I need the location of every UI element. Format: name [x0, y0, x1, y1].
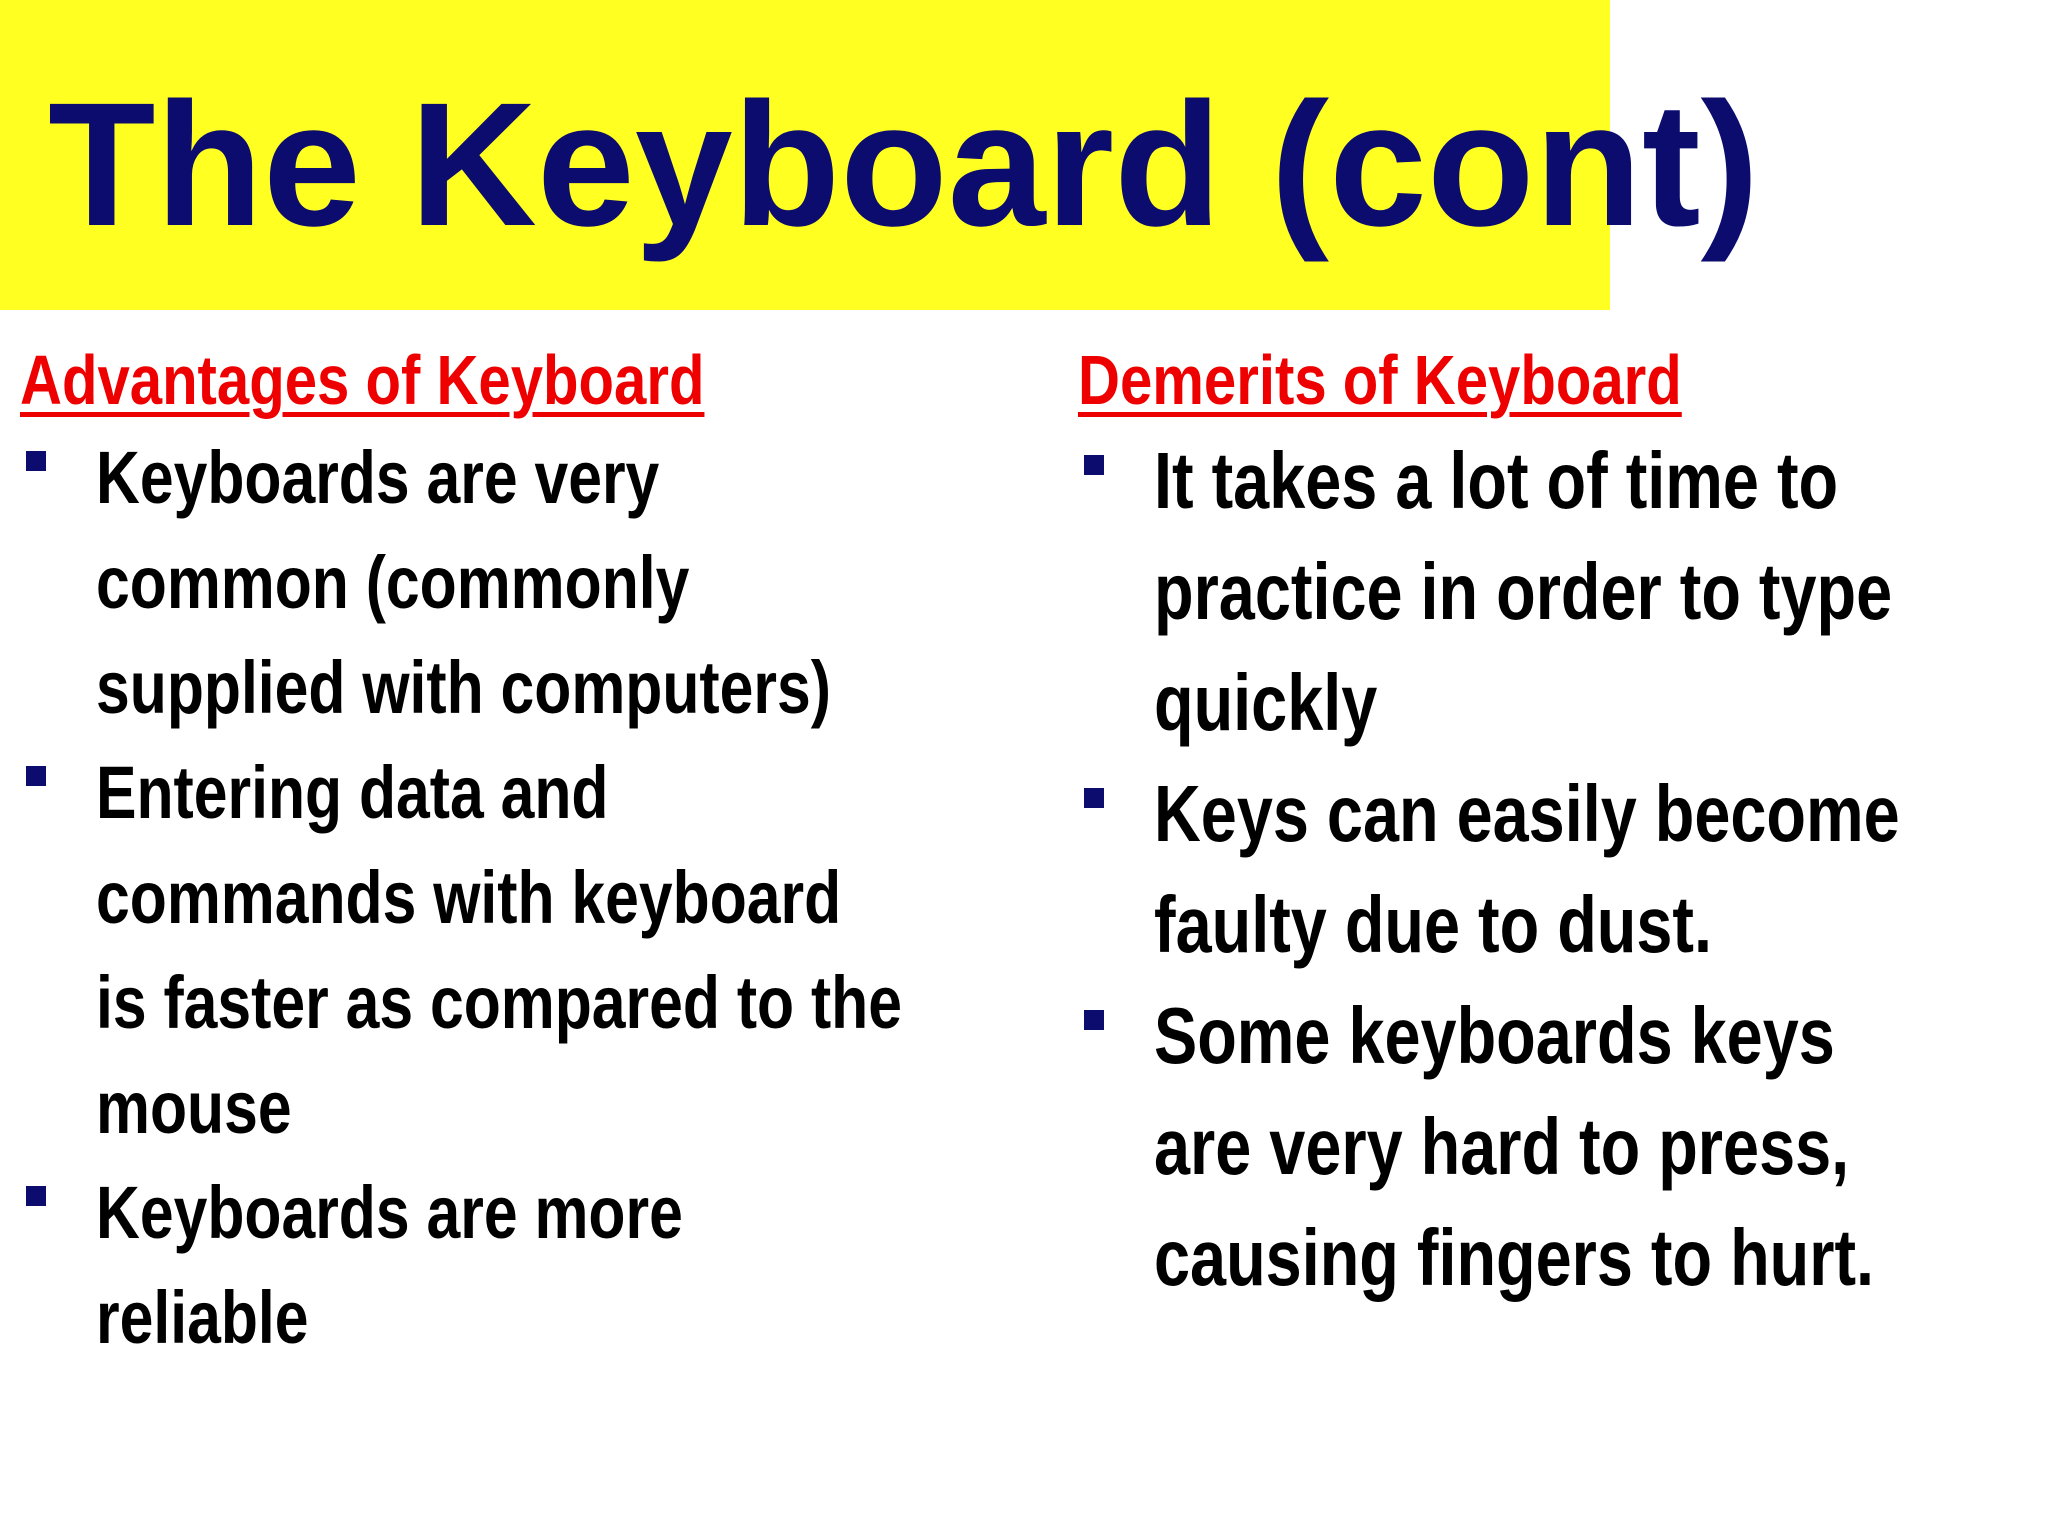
advantages-column: [20, 335, 1065, 1370]
demerits-list: [1078, 425, 2028, 1313]
square-bullet-icon: [1084, 1010, 1104, 1030]
square-bullet-icon: [1084, 455, 1104, 475]
bullet-text: Entering data and commands with keyboard is faster as compared to the mouse: [96, 751, 902, 1149]
square-bullet-icon: [26, 766, 46, 786]
square-bullet-icon: [26, 451, 46, 471]
slide-title: The Keyboard (cont): [48, 67, 1760, 263]
bullet-text: Some keyboards keys are very hard to press, causing fingers to hurt.: [1154, 991, 1875, 1302]
advantages-heading: Advantages of Keyboard: [20, 341, 705, 419]
advantages-list: [20, 425, 1065, 1370]
demerits-heading: Demerits of Keyboard: [1078, 341, 1682, 419]
list-item: [1078, 758, 2028, 980]
bullet-text: Keyboards are more reliable: [96, 1171, 683, 1359]
list-item: [1078, 425, 2028, 758]
list-item: [20, 425, 1065, 740]
list-item: [20, 1160, 1065, 1370]
bullet-text: Keyboards are very common (commonly supplied with computers): [96, 436, 831, 729]
square-bullet-icon: [1084, 788, 1104, 808]
bullet-text: It takes a lot of time to practice in order to type quickly: [1154, 436, 1893, 747]
bullet-text: Keys can easily become faulty due to dust.: [1154, 769, 1900, 969]
square-bullet-icon: [26, 1186, 46, 1206]
list-item: [1078, 980, 2028, 1313]
demerits-column: [1078, 335, 2028, 1313]
list-item: [20, 740, 1065, 1160]
